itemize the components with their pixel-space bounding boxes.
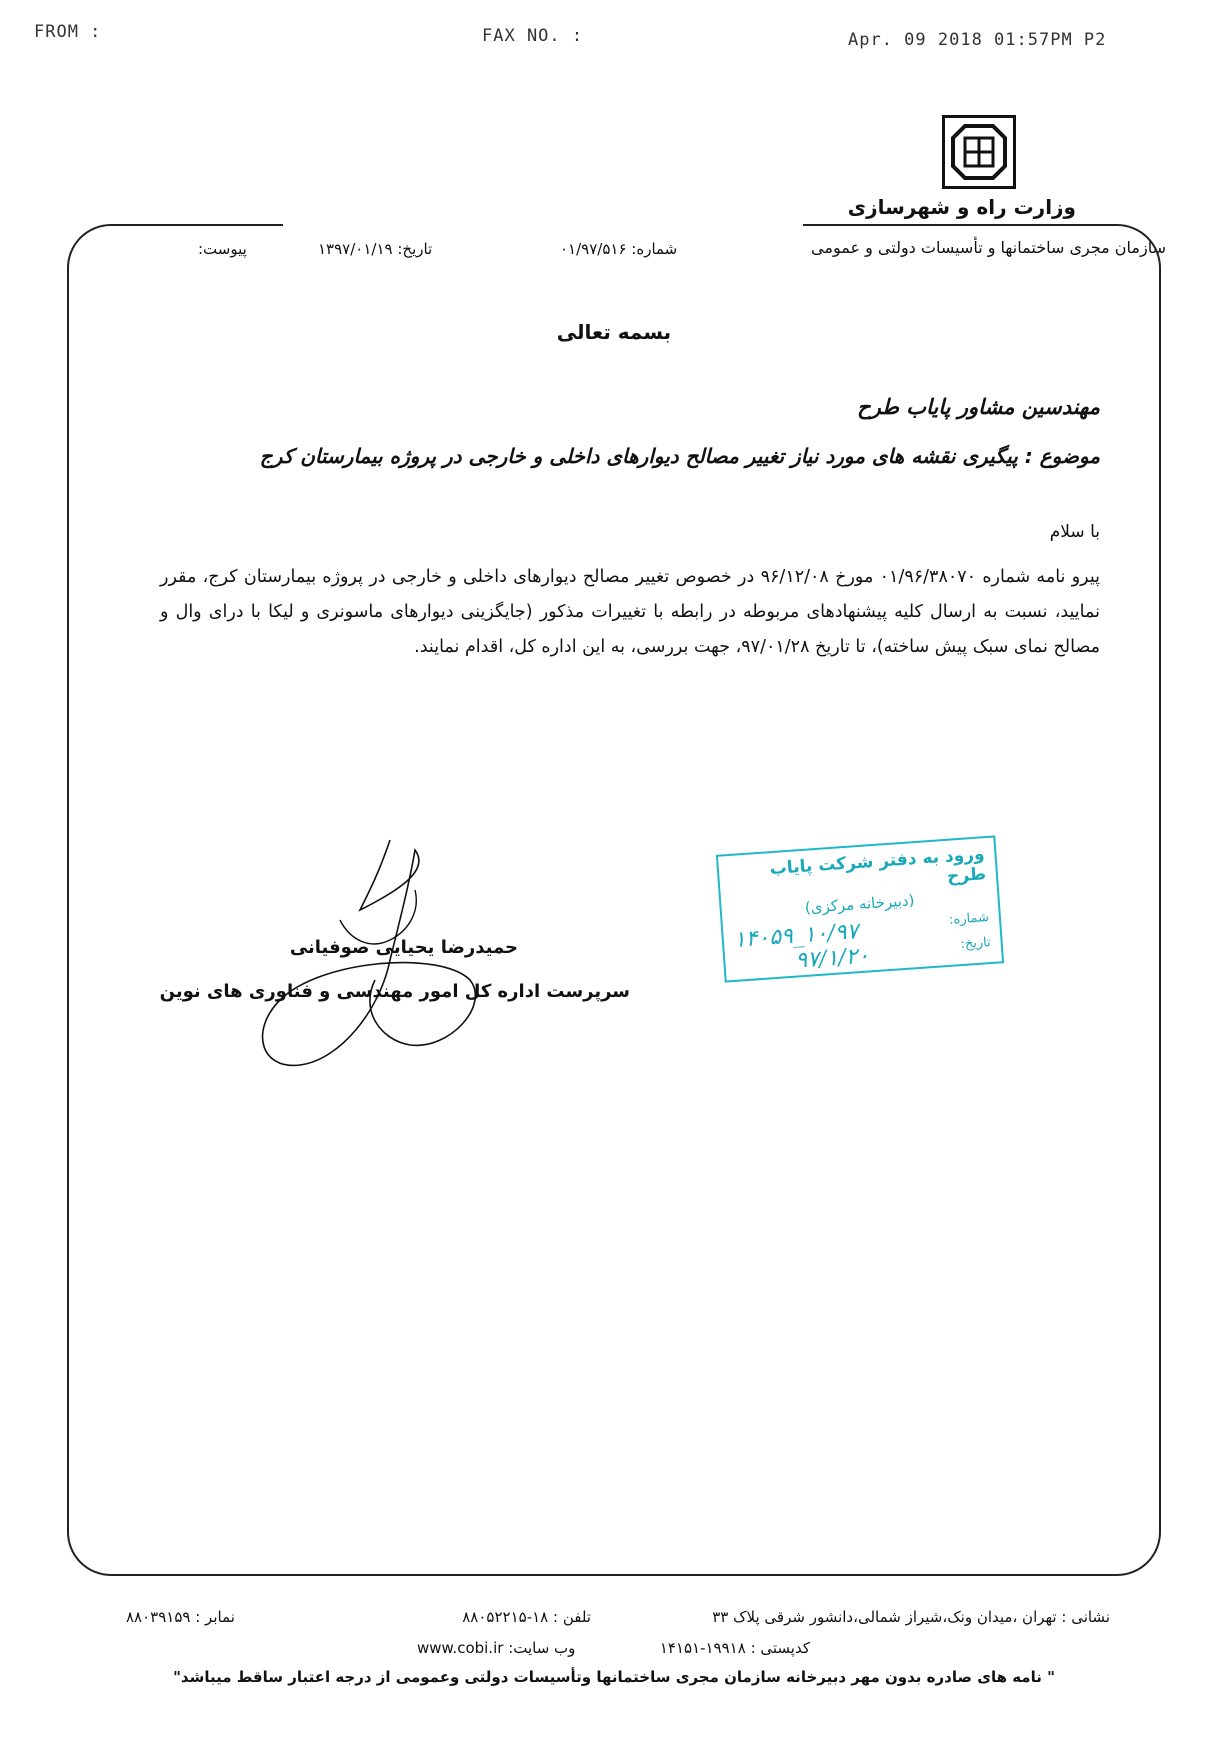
ministry-name: وزارت راه و شهرسازی	[847, 195, 1076, 219]
signatory-name: حمیدرضا یحیایی صوفیانی	[289, 937, 518, 958]
stamp-subtitle: (دبیرخانه مرکزی)	[804, 891, 915, 917]
stamp-number-label: شماره:	[948, 910, 990, 928]
fax-from: FROM :	[34, 22, 102, 42]
bismillah-heading: بسمه تعالی	[556, 320, 672, 344]
greeting: با سلام	[1049, 522, 1100, 542]
footer-address: نشانی : تهران ،میدان ونک،شیراز شمالی،دانشور شرقی پلاک ۳۳	[712, 1608, 1110, 1626]
stamp-title: ورود به دفتر شرکت پایاب طرح	[769, 844, 987, 887]
stamp-date-value: ۹۷/۱/۲۰	[794, 943, 871, 974]
footer-phone: تلفن : ۱۸-۸۸۰۵۲۲۱۵	[462, 1608, 591, 1626]
letter-attachment: پیوست:	[198, 240, 247, 258]
stamp-date-label: تاریخ:	[959, 934, 992, 953]
footer-disclaimer: " نامه های صادره بدون مهر دبیرخانه سازمان مجری ساختمانها وتأسیسات دولتی وعمومی از درجه اعتبار ساقط میباشد"	[173, 1668, 1055, 1686]
fax-number: FAX NO. :	[482, 26, 584, 46]
footer-fax: نمابر : ۸۸۰۳۹۱۵۹	[126, 1608, 235, 1626]
signatory-title: سرپرست اداره کل امور مهندسی و فناوری های نوین	[159, 981, 630, 1002]
octagon-emblem-icon	[945, 118, 1013, 186]
footer-website: وب سایت: www.cobi.ir	[417, 1639, 576, 1657]
subject-line: موضوع : پیگیری نقشه های مورد نیاز تغییر مصالح دیوارهای داخلی و خارجی در پروژه بیمارستان کرج	[259, 444, 1100, 468]
ministry-logo	[942, 115, 1016, 189]
letter-body: پیرو نامه شماره ۰۱/۹۶/۳۸۰۷۰ مورخ ۹۶/۱۲/۰۸ در خصوص تغییر مصالح دیوارهای داخلی و خارجی در پروژه بیمارستان کرج، مقرر نمایید، نسبت به ارسال کلیه پیشنهادهای مربوطه در رابطه با تغییرات مذکور (جایگزینی دیوارهای ماسونری و لیکا با درای وال و مصالح نمای سبک پیش ساخته)، تا تاریخ ۹۷/۰۱/۲۸، جهت بررسی، به این اداره کل، اقدام نمایند.	[160, 567, 1100, 657]
footer-postcode: کدپستی : ۱۹۹۱۸-۱۴۱۵۱	[659, 1639, 810, 1657]
fax-date-page: Apr. 09 2018 01:57PM P2	[848, 30, 1107, 50]
stamp-number-value: ۱۰/۹۷_۱۴۰۵۹	[733, 919, 860, 953]
receipt-stamp	[716, 835, 1004, 982]
organization-name: سازمان مجری ساختمانها و تأسیسات دولتی و عمومی	[811, 238, 1166, 257]
letter-number: شماره: ۰۱/۹۷/۵۱۶	[560, 240, 678, 258]
frame-gap	[283, 220, 803, 228]
recipient: مهندسین مشاور پایاب طرح	[857, 395, 1100, 419]
letter-date: تاریخ: ۱۳۹۷/۰۱/۱۹	[318, 240, 433, 258]
